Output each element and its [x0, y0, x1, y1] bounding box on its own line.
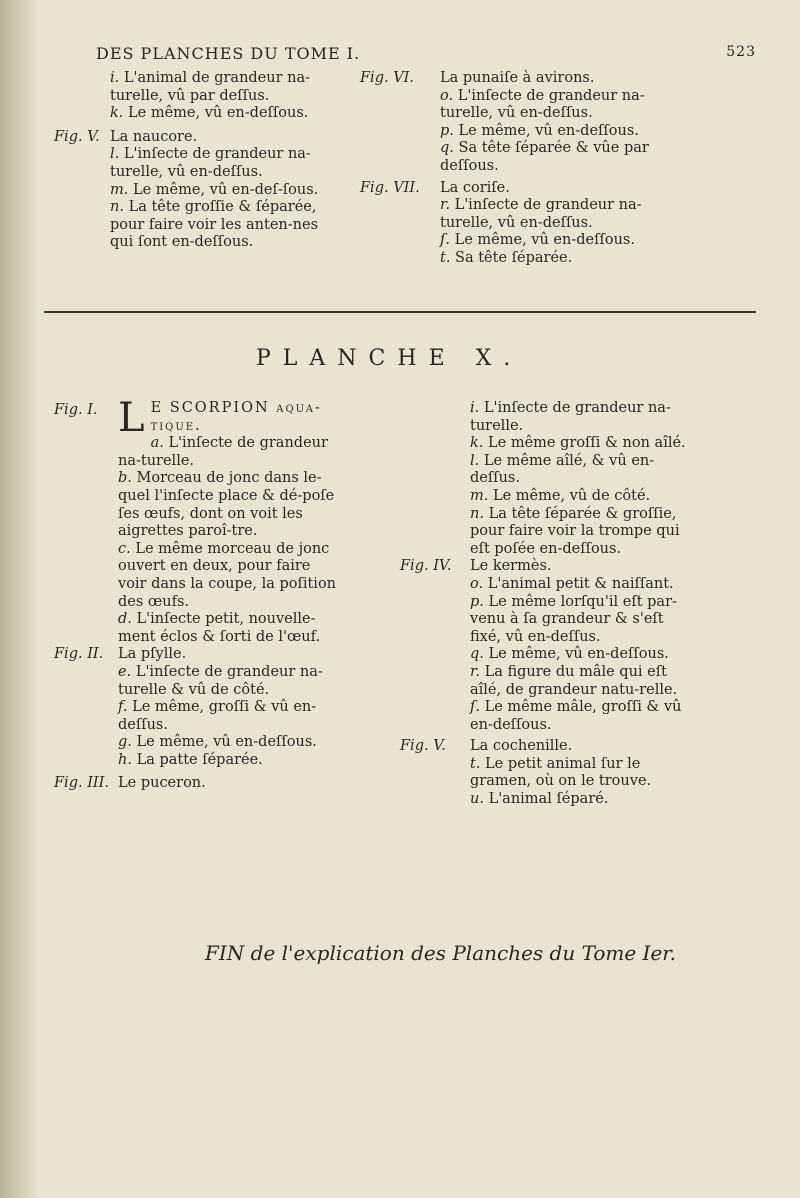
list-item: e. L'inſecte de grandeur na-turelle & vû de côté.: [118, 663, 323, 698]
top-left-column: [54, 70, 335, 252]
list-item: q. Le même, vû en-deſſous.: [470, 646, 669, 663]
list-item: p. Le même lorſqu'il eſt par-venu à ſa grandeur & s'eſt fixé, vû en-deſſus.: [470, 593, 677, 645]
page-edge: [0, 0, 40, 1198]
figure-label: Fig. II.: [54, 646, 104, 663]
bottom-left-column: [54, 395, 343, 793]
list-item: Fig. V. La cochenille.: [400, 738, 573, 755]
list-item: o. L'inſecte de grandeur na-turelle, vû en-deſſus.: [440, 87, 645, 122]
list-item: l. Le même aîlé, & vû en-deſſus.: [470, 452, 655, 487]
figure-label: Fig. III.: [54, 775, 109, 792]
figure-label: Fig. V.: [400, 738, 446, 755]
list-item: t. Sa tête ſéparée.: [440, 249, 573, 266]
list-item: f. Le même, groſſi & vû en-deſſus.: [118, 699, 317, 733]
list-item: Fig. I. L E SCORPION aqua-tique.: [54, 395, 322, 441]
list-item: ſ. Le même mâle, groſſi & vû en-deſſous.: [470, 699, 682, 733]
list-item: a. L'inſecte de grandeur na-turelle.: [118, 435, 328, 469]
horizontal-rule: [44, 311, 756, 313]
plate-title: PLANCHE X.: [256, 346, 523, 371]
figure-label: Fig. I.: [54, 402, 98, 418]
list-item: Fig. VI. La punaiſe à avirons.: [360, 70, 595, 86]
list-item: i. L'animal de grandeur na-turelle, vû par deſſus.: [110, 70, 311, 104]
figure-label: Fig. VI.: [360, 70, 415, 86]
list-item: k. Le même, vû en-deſſous.: [110, 105, 309, 122]
list-item: r. La figure du mâle qui eſt aîlé, de grandeur natu-relle.: [470, 663, 678, 698]
running-title: DES PLANCHES DU TOME I.: [96, 44, 361, 63]
list-item: o. L'animal petit & naiſſant.: [470, 575, 674, 592]
list-item: u. L'animal ſéparé.: [470, 791, 609, 808]
page-number: 523: [726, 44, 756, 60]
bottom-right-column: [400, 400, 690, 809]
list-item: Fig. IV. Le kermès.: [400, 558, 552, 575]
list-item: k. Le même groſſi & non aîlé.: [470, 435, 686, 452]
list-item: l. L'inſecte de grandeur na-turelle, vû en-deſſus.: [110, 146, 311, 180]
top-right-column: [360, 70, 675, 268]
list-item: r. L'inſecte de grandeur na-turelle, vû en-deſſus.: [440, 197, 642, 231]
figure-label: Fig. IV.: [400, 558, 452, 575]
list-item: m. Le même, vû de côté.: [470, 487, 651, 504]
list-item: c. Le même morceau de jonc ouvert en deux, pour faire voir dans la coupe, la poſition des œufs.: [118, 540, 337, 610]
list-item: i. L'inſecte de grandeur na-turelle.: [470, 400, 671, 434]
list-item: b. Morceau de jonc dans le-quel l'inſecte place & dé-poſe ſes œufs, dont on voit les aigrettes paroî-tre.: [118, 470, 335, 540]
list-item: q. Sa tête ſéparée & vûe par deſſous.: [440, 140, 649, 174]
list-item: Fig. II. La pſylle.: [54, 646, 187, 663]
list-item: Fig. III. Le puceron.: [54, 775, 206, 792]
drop-cap: L: [118, 395, 145, 441]
list-item: p. Le même, vû en-deſſous.: [440, 122, 639, 139]
figure-label: Fig. V.: [54, 128, 100, 145]
list-item: n. La tête groſſie & ſéparée, pour faire voir les anten-nes qui ſont en-deſſous.: [110, 199, 319, 251]
list-item: d. L'inſecte petit, nouvelle-ment éclos & ſorti de l'œuf.: [118, 611, 321, 645]
list-item: t. Le petit animal ſur le gramen, où on le trouve.: [470, 755, 652, 790]
list-item: Fig. VII. La coriſe.: [360, 179, 510, 196]
figure-label: Fig. VII.: [360, 179, 420, 196]
list-item: Fig. V. La naucore.: [54, 128, 198, 145]
list-item: m. Le même, vû en-deſ-ſous.: [110, 181, 319, 198]
list-item: n. La tête ſéparée & groſſie, pour faire voir la trompe qui eſt poſée en-deſſous.: [470, 505, 680, 557]
list-item: h. La patte ſéparée.: [118, 751, 263, 768]
list-item: ſ. Le même, vû en-deſſous.: [440, 232, 635, 249]
closing-line: FIN de l'explication des Planches du Tome Ier.: [205, 941, 677, 965]
list-item: g. Le même, vû en-deſſous.: [118, 734, 317, 751]
